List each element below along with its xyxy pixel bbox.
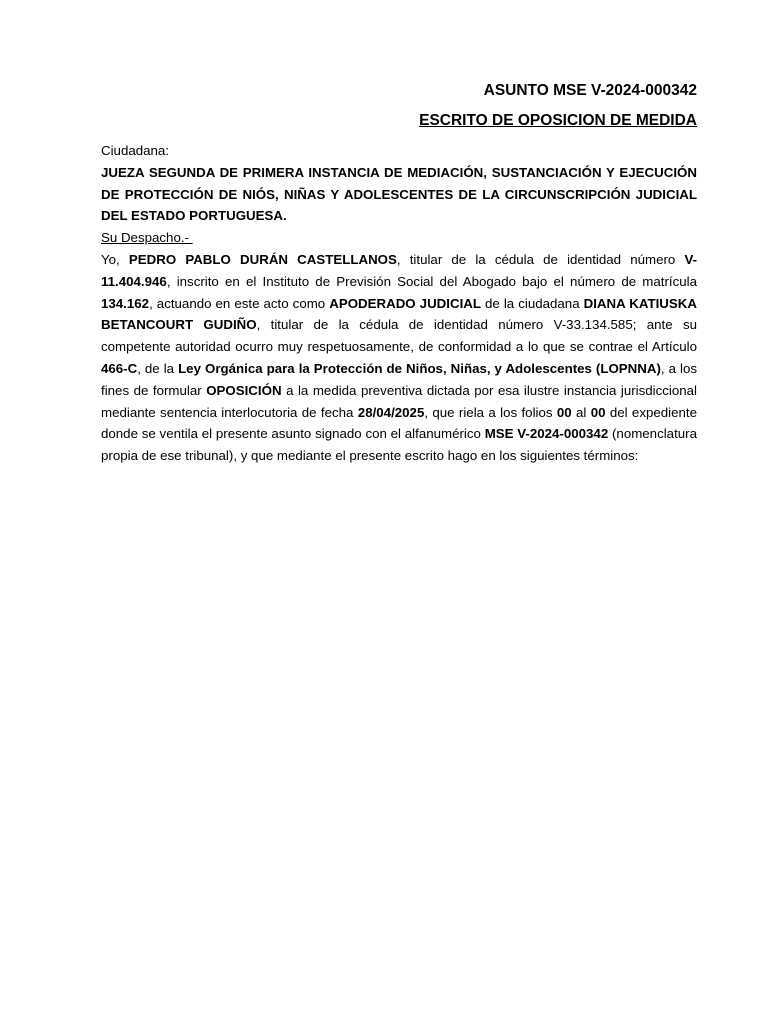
case-code: MSE V-2024-000342 [484,426,609,442]
client-name: DIANA KATIUSKA BETANCOURT GUDIÑO [101,295,697,333]
salutation: Ciudadana: [101,143,170,158]
body-text-1: Yo, [101,251,129,267]
law-name: Ley Orgánica para la Protección de Niños, Niñas, y Adolescentes (LOPNNA) [178,360,661,376]
folio-to: 00 [590,404,606,420]
document-title: ESCRITO DE OPOSICION DE MEDIDA [419,112,697,129]
body-paragraph [101,249,697,467]
body-text-13: (nomenclatura propia de ese tribunal), y que mediante el presente escrito hago en los siguientes términos: [101,426,697,464]
despacho-line: Su Despacho.- [101,230,193,246]
addressee-block: JUEZA SEGUNDA DE PRIMERA INSTANCIA DE MEDIACIÓN, SUSTANCIACIÓN Y EJECUCIÓN DE PROTECCIÓN DE NIÓS, NIÑAS Y ADOLESCENTES DE LA CIRCUNSCRIPCIÓN JUDICIAL DEL ESTADO PORTUGUESA. [101,164,697,224]
body-text-7: , de la [137,360,179,376]
attorney-id-number: V-11.404.946 [101,251,698,289]
article-number: 466-C [101,360,138,376]
body-text-9: a la medida preventiva dictada por esa ilustre instancia jurisdiccional mediante sentencia interlocutoria de fecha [101,382,697,420]
body-text-12: del expediente donde se ventila el presente asunto signado con el alfanumérico [101,404,697,442]
body-text-5: de la ciudadana [481,295,584,311]
opposition-term: OPOSICIÓN [206,382,282,398]
attorney-name: PEDRO PABLO DURÁN CASTELLANOS [128,251,397,267]
body-text-10: , que riela a los folios [424,404,557,420]
body-text-4: , actuando en este acto como [149,295,330,311]
body-text-11: al [571,404,591,420]
body-text-2: , titular de la cédula de identidad número [396,251,685,267]
document-page [101,78,697,467]
body-text-3: , inscrito en el Instituto de Previsión Social del Abogado bajo el número de matrícula [166,273,697,289]
attorney-role: APODERADO JUDICIAL [329,295,481,311]
matricula-number: 134.162 [101,295,150,311]
case-number-heading: ASUNTO MSE V-2024-000342 [483,82,697,99]
body-text-8: , a los fines de formular [101,360,698,398]
body-text-6: , titular de la cédula de identidad número V-33.134.585; ante su competente autoridad ocurro muy respetuosamente, de conformidad a lo que se contrae el Artículo [101,317,697,355]
folio-from: 00 [556,404,572,420]
sentence-date: 28/04/2025 [357,404,425,420]
